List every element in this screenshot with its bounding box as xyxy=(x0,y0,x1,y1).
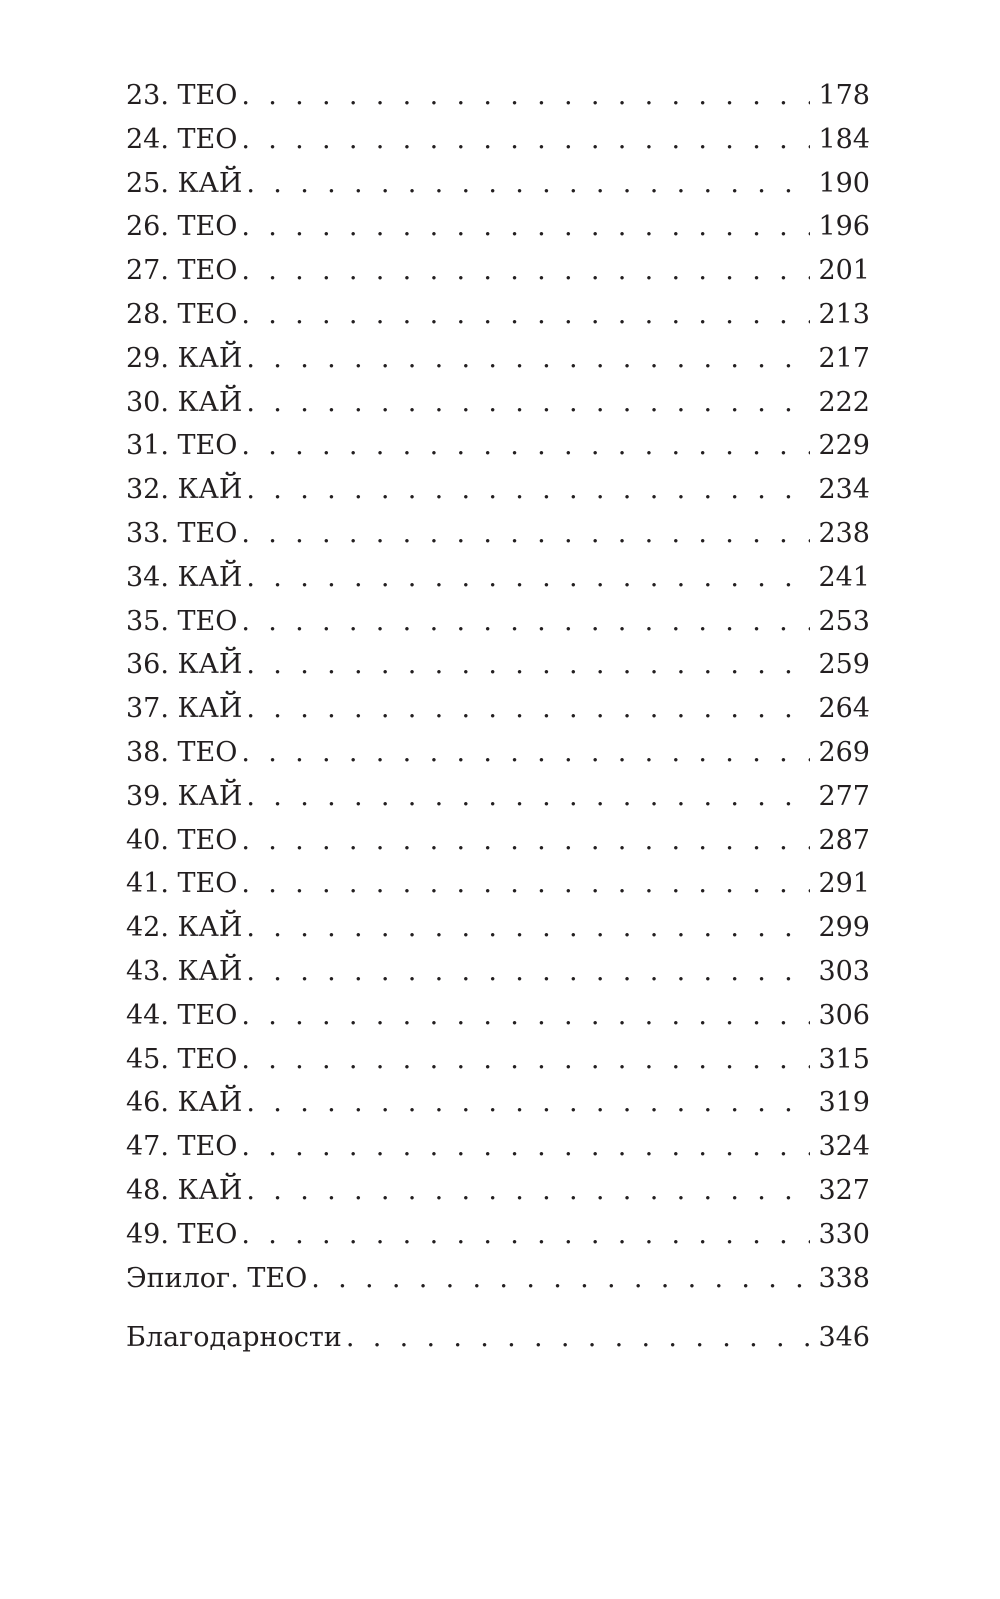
toc-entry-page: 327 xyxy=(818,1174,870,1206)
toc-entry-page: 287 xyxy=(818,824,870,856)
toc-entry-page: 234 xyxy=(818,474,870,506)
toc-entry[interactable] xyxy=(126,1081,870,1125)
toc-entry-title: 25. КАЙ xyxy=(126,167,243,199)
toc-entry[interactable] xyxy=(126,994,870,1038)
toc-entry-title: 24. ТЕО xyxy=(126,123,238,155)
dot-leader xyxy=(246,468,810,512)
dot-leader xyxy=(241,600,810,644)
dot-leader xyxy=(241,249,810,293)
toc-entry[interactable] xyxy=(126,556,870,600)
toc-entry-title: 45. ТЕО xyxy=(126,1043,238,1075)
dot-leader xyxy=(241,205,810,249)
toc-entry-page: 346 xyxy=(818,1322,870,1354)
toc-entry-page: 291 xyxy=(818,868,870,900)
dot-leader xyxy=(241,994,810,1038)
toc-entry-title: 30. КАЙ xyxy=(126,386,243,418)
dot-leader xyxy=(241,74,810,118)
toc-entry-title: 49. ТЕО xyxy=(126,1218,238,1250)
toc-entry-page: 319 xyxy=(818,1087,870,1119)
toc-entry[interactable] xyxy=(126,819,870,863)
toc-entry-page: 315 xyxy=(818,1043,870,1075)
toc-entry-page: 306 xyxy=(818,999,870,1031)
toc-entry-title: 37. КАЙ xyxy=(126,693,243,725)
toc-entry-title: 48. КАЙ xyxy=(126,1174,243,1206)
toc-entry-title: 46. КАЙ xyxy=(126,1087,243,1119)
dot-leader xyxy=(246,687,810,731)
dot-leader xyxy=(241,293,810,337)
toc-entry-title: 41. ТЕО xyxy=(126,868,238,900)
toc-entry[interactable] xyxy=(126,1038,870,1082)
dot-leader xyxy=(246,162,810,206)
toc-entry-title: 42. КАЙ xyxy=(126,912,243,944)
toc-entry-title: 29. КАЙ xyxy=(126,342,243,374)
toc-entry-title: Благодарности xyxy=(126,1322,342,1354)
toc-entry-page: 269 xyxy=(818,736,870,768)
toc-entry-page: 217 xyxy=(818,342,870,374)
toc-entry-title: 28. ТЕО xyxy=(126,298,238,330)
toc-entry-title: 39. КАЙ xyxy=(126,780,243,812)
toc-entry[interactable] xyxy=(126,600,870,644)
toc-entry[interactable] xyxy=(126,118,870,162)
toc-entry-title: 44. ТЕО xyxy=(126,999,238,1031)
toc-entry[interactable] xyxy=(126,468,870,512)
toc-entry-title: 27. ТЕО xyxy=(126,255,238,287)
toc-entry-page: 253 xyxy=(818,605,870,637)
toc-entry[interactable] xyxy=(126,775,870,819)
dot-leader xyxy=(241,1038,810,1082)
toc-entry-page: 238 xyxy=(818,517,870,549)
dot-leader xyxy=(241,731,810,775)
toc-entry-page: 184 xyxy=(818,123,870,155)
toc-entry-page: 338 xyxy=(818,1262,870,1294)
toc-entry-title: 36. КАЙ xyxy=(126,649,243,681)
toc-entry-page: 178 xyxy=(818,80,870,111)
dot-leader xyxy=(241,1125,810,1169)
dot-leader xyxy=(246,643,810,687)
toc-entry[interactable] xyxy=(126,205,870,249)
dot-leader xyxy=(246,906,810,950)
dot-leader xyxy=(241,819,810,863)
toc-entry-title: 38. ТЕО xyxy=(126,736,238,768)
toc-entry[interactable] xyxy=(126,643,870,687)
toc-entry[interactable] xyxy=(126,1213,870,1257)
toc-entry-epilogue[interactable] xyxy=(126,1257,870,1301)
toc-entry-page: 196 xyxy=(818,211,870,243)
dot-leader xyxy=(346,1316,811,1360)
toc-entry-page: 264 xyxy=(818,693,870,725)
dot-leader xyxy=(246,1081,810,1125)
toc-entry-page: 190 xyxy=(818,167,870,199)
dot-leader xyxy=(241,512,810,556)
dot-leader xyxy=(241,424,810,468)
toc-entry-page: 241 xyxy=(818,561,870,593)
toc-entry-title: 26. ТЕО xyxy=(126,211,238,243)
toc-entry-page: 201 xyxy=(818,255,870,287)
toc-entry[interactable] xyxy=(126,950,870,994)
toc-entry-page: 229 xyxy=(818,430,870,462)
toc-entry-title: 43. КАЙ xyxy=(126,955,243,987)
dot-leader xyxy=(246,381,810,425)
dot-leader xyxy=(311,1257,810,1301)
dot-leader xyxy=(246,556,810,600)
toc-entry-page: 259 xyxy=(818,649,870,681)
dot-leader xyxy=(246,1169,810,1213)
toc-entry-title: 23. ТЕО xyxy=(126,80,238,111)
dot-leader xyxy=(246,775,810,819)
toc-entry[interactable] xyxy=(126,512,870,556)
toc-entry[interactable] xyxy=(126,1169,870,1213)
toc-entry-page: 299 xyxy=(818,912,870,944)
toc-entry-title: 31. ТЕО xyxy=(126,430,238,462)
toc-entry-title: 34. КАЙ xyxy=(126,561,243,593)
toc-entry[interactable] xyxy=(126,293,870,337)
toc-entry-page: 277 xyxy=(818,780,870,812)
toc-entry[interactable] xyxy=(126,906,870,950)
table-of-contents xyxy=(126,74,870,1360)
toc-entry-page: 303 xyxy=(818,955,870,987)
toc-entry[interactable] xyxy=(126,862,870,906)
dot-leader xyxy=(241,1213,810,1257)
toc-entry[interactable] xyxy=(126,424,870,468)
dot-leader xyxy=(241,862,810,906)
toc-entry-page: 324 xyxy=(818,1131,870,1163)
toc-entry-title: Эпилог. ТЕО xyxy=(126,1262,308,1294)
toc-entry[interactable] xyxy=(126,74,870,118)
toc-entry[interactable] xyxy=(126,249,870,293)
toc-entry-title: 40. ТЕО xyxy=(126,824,238,856)
dot-leader xyxy=(246,950,810,994)
toc-entry-page: 222 xyxy=(818,386,870,418)
toc-entry-title: 33. ТЕО xyxy=(126,517,238,549)
toc-entry[interactable] xyxy=(126,337,870,381)
dot-leader xyxy=(241,118,810,162)
toc-entry-acknowledgements[interactable] xyxy=(126,1316,870,1360)
toc-entry-title: 32. КАЙ xyxy=(126,474,243,506)
toc-entry[interactable] xyxy=(126,731,870,775)
toc-entry-title: 47. ТЕО xyxy=(126,1131,238,1163)
toc-entry-page: 330 xyxy=(818,1218,870,1250)
dot-leader xyxy=(246,337,810,381)
toc-entry-page: 213 xyxy=(818,298,870,330)
toc-entry[interactable] xyxy=(126,162,870,206)
toc-entry[interactable] xyxy=(126,1125,870,1169)
toc-entry[interactable] xyxy=(126,687,870,731)
toc-entry-title: 35. ТЕО xyxy=(126,605,238,637)
toc-entry[interactable] xyxy=(126,381,870,425)
